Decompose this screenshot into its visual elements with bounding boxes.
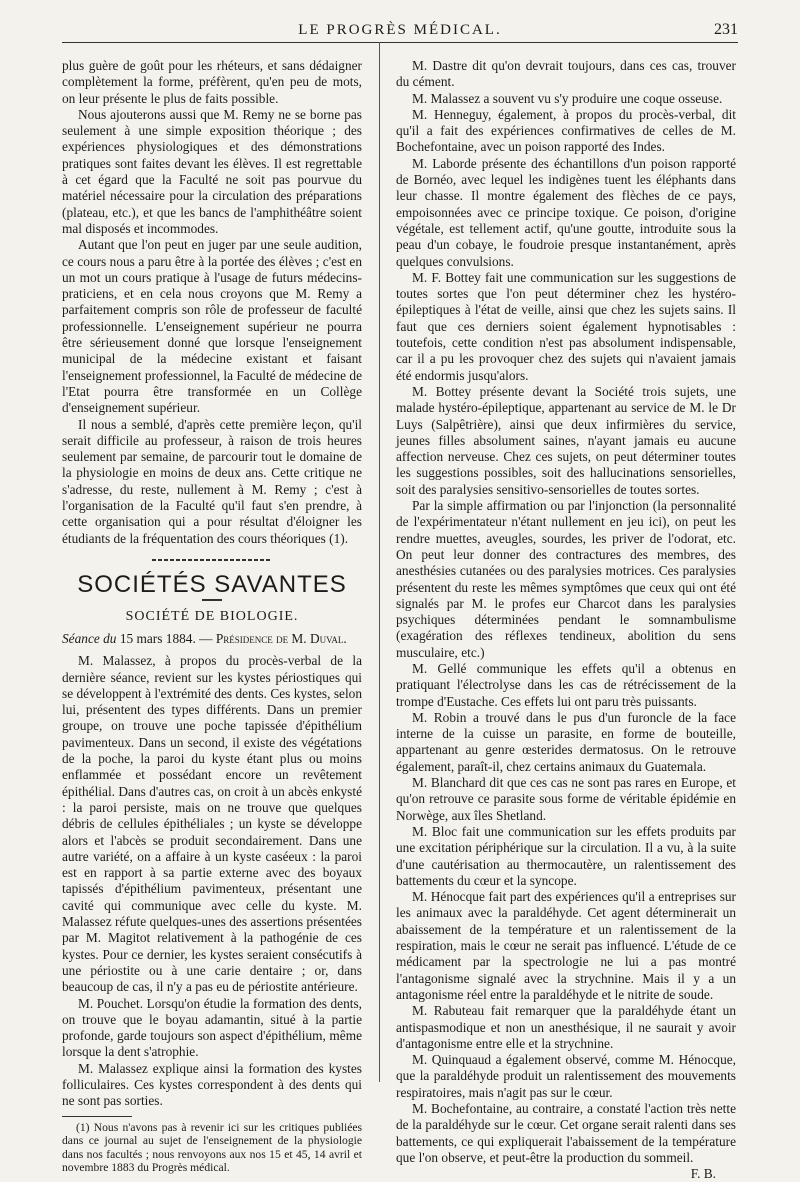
page-number: 231	[714, 21, 738, 38]
paragraph: Par la simple affirmation ou par l'injonction (la personnalité de l'expérimentateur n'étant nullement en jeu ici), on peut les rendre muettes, aveugles, sourdes, les priver de l'odorat, etc. On peut leur donner des contractures des membres, des anesthésies cutanées ou des paralysies motrices. Ces paralysies présentent du reste les mêmes symptômes que ceux qui ont été signalés par M. le profes eur Charcot dans les paralysies psychiques déterminées pendant le somnambulisme (exagération des réflexes tendineux, abolition du sens musculaire, etc.)	[396, 498, 736, 660]
paragraph: M. Pouchet. Lorsqu'on étudie la formation des dents, on trouve que le boyau adamantin, situé à la partie profonde, garde toujours son aspect d'épithélium, même lorsque la dent s'atrophie.	[62, 995, 362, 1060]
column-divider	[379, 42, 380, 1082]
paragraph: M. Henneguy, également, à propos du procès-verbal, dit qu'il a fait des expériences confirmatives de celles de M. Bochefontaine, avec un poison rapporté des Indes.	[396, 106, 736, 155]
paragraph: M. Dastre dit qu'on devrait toujours, dans ces cas, trouver du cément.	[396, 58, 736, 90]
paragraph: M. Bochefontaine, au contraire, a constaté l'action très nette de la paraldéhyde sur le cœur. Cet organe serait ralenti dans ses battements, ce qui expliquerait l'abaissement de la température que l'on observe, et peut-être la production du sommeil.	[396, 1101, 736, 1165]
session-year: 1884. —	[165, 631, 213, 646]
paragraph: M. Bloc fait une communication sur les effets produits par une excitation périphérique sur la circulation. Il a vu, à la suite d'une cautérisation au thermocautère, un ralentissement des battements du cœur et la syncope.	[396, 823, 736, 888]
section-ornament	[152, 557, 272, 563]
title-rule	[202, 599, 222, 601]
footnote-rule	[62, 1116, 132, 1117]
session-label: Séance du	[62, 631, 117, 646]
society-heading: SOCIÉTÉ DE BIOLOGIE.	[125, 608, 299, 624]
session-presidence: Présidence de M. Duval.	[215, 631, 347, 646]
running-title: LE PROGRÈS MÉDICAL.	[298, 22, 502, 38]
footnote: (1) Nous n'avons pas à revenir ici sur les critiques publiées dans ce journal au sujet de l'enseignement de la physiologie dans nos facultés ; nous renvoyons aux nos 15 et 45, 14 avril et novembre 1883 du Progrès médical.	[62, 1120, 362, 1175]
paragraph: M. Hénocque fait part des expériences qu'il a entreprises sur les animaux avec la paraldéhyde. Cet agent déterminerait un abaissement de la température et un ralentissement de la respiration, mais le cœur ne serait pas influencé. L'étude de ce médicament par la spectrologie ne lui a pas montré l'antagonisme signalé avec la strychnine. Mais il y a un antagonisme réel entre la paraldéhyde et le nitrite de soude.	[396, 889, 736, 1002]
paragraph: M. Blanchard dit que ces cas ne sont pas rares en Europe, et qu'on retrouve ce parasite sous forme de véritable épidémie en Norwège, aux îles Shetland.	[396, 775, 736, 823]
paragraph: M. Robin a trouvé dans le pus d'un furoncle de la face interne de la cuisse un parasite, en forme de bouteille, appartenant au genre œsterides dermatosus. On le retrouve également, paraît-il, chez certains animaux du Guatemala.	[396, 709, 736, 774]
paragraph: M. Malassez a souvent vu s'y produire une coque osseuse.	[412, 90, 723, 106]
section-title: SOCIÉTÉS SAVANTES	[77, 570, 347, 598]
right-column	[396, 58, 736, 1182]
paragraph: M. F. Bottey fait une communication sur les suggestions de toutes sortes que l'on peut déterminer chez les hystéro-épileptiques à l'état de veille, ainsi que chez les sujets sains. Il faut que ces derniers soient également hypnotisables : toutefois, cette condition n'est pas absolument indispensable, car il a pu les provoquer chez des sujets qui n'avaient jamais été endormis jusqu'alors.	[396, 269, 736, 383]
session-line	[62, 631, 362, 647]
paragraph: M. Rabuteau fait remarquer que la paraldéhyde étant un antispasmodique et non un anesthésique, il ne saurait y avoir d'antagonisme entre elle et la strychnine.	[396, 1003, 736, 1051]
paragraph: Autant que l'on peut en juger par une seule audition, ce cours nous a paru être à la portée des élèves ; c'est en un mot un cours pratique à l'usage de futurs médecins-praticiens, et en cela nous croyons que M. Remy a parfaitement compris son rôle de professeur de faculté professionnelle. L'enseignement supérieur ne pourra être sérieusement donné que lorsque l'enseignement municipal de la médecine existant et faisant l'enseignement professionnel, la Faculté de médecine de l'Etat pourra être transformée en un Collège d'enseignement supérieur.	[62, 237, 362, 416]
paragraph: M. Quinquaud a également observé, comme M. Hénocque, que la paraldéhyde produit un ralentissement des mouvements respiratoires, mais n'agit pas sur le cœur.	[396, 1052, 736, 1100]
session-date: 15 mars	[119, 631, 163, 646]
signature: F. B.	[690, 1166, 716, 1182]
page-header	[62, 20, 738, 43]
paragraph: Nous ajouterons aussi que M. Remy ne se borne pas seulement à une simple exposition théorique ; des expériences physiologiques et des démonstrations pratiques sont faites devant les élèves. Il est regrettable à cet égard que la Faculté ne soit pas pourvue du matériel nécessaire pour la circulation des préparations (plateau, etc.), et que les bancs de l'amphithéâtre soient mal disposés et incommodes.	[62, 106, 362, 236]
left-column	[62, 58, 362, 1175]
paragraph: M. Gellé communique les effets qu'il a obtenus en pratiquant l'électrolyse dans les cas de rétrécissement de la trompe d'Eustache. Ces effets lui ont paru très puissants.	[396, 660, 736, 709]
paragraph: M. Malassez explique ainsi la formation des kystes folliculaires. Ces kystes correspondent à des dents qui ne sont pas sorties.	[62, 1060, 362, 1109]
paragraph: M. Laborde présente des échantillons d'un poison rapporté de Bornéo, avec lequel les indigènes tuent les éléphants dans leur chasse. Il montre également des flèches de ce pays, empoisonnées avec ce principe toxique. Ce poison, d'origine végétale, est tellement actif, qu'une goutte, introduite sous la peau d'un cobaye, le foudroie presque instantanément, après quelques convulsions.	[396, 155, 736, 269]
paragraph: M. Bottey présente devant la Société trois sujets, une malade hystéro-épileptique, appartenant au service de M. le Dr Luys (Salpêtrière), ainsi que deux infirmières du service, jeunes filles absolument saines, n'ayant jamais eu aucune affection nerveuse. Chez ces sujets, on peut déterminer toutes les suggestions possibles, soit des hallucinations sensorielles, soit des paralysies sensitivo-sensorielles de toutes sortes.	[396, 383, 736, 497]
paragraph: M. Malassez, à propos du procès-verbal de la dernière séance, revient sur les kystes périostiques qui se développent à l'extrémité des dents. Ces kystes, selon lui, présentent des types différents. Dans un premier groupe, on trouve une poche tapissée d'épithélium pavimenteux. Dans un second, il existe des végétations de la poche, la paroi du kyste étant plus ou moins enflammée et possédant encore un revêtement épithélial. Dans d'autres cas, on croit à un abcès enkysté : la paroi persiste, mais on ne trouve que quelques débris de cellules épithéliales ; un kyste se développe alors et l'abcès se produit secondairement. Dans une autre variété, on a affaire à un kyste caséeux : la paroi est en rapport à sa partie externe avec des boyaux tapissés d'épithélium pavimenteux, présentant une cavité qui communique avec celle du kyste. M. Malassez réfute quelques-unes des assertions présentées par M. Magitot relativement à la pathogénie de ces kystes. Pour ce dernier, les kystes seraient consécutifs à une périostite ou à une carie dentaire ; or, dans beaucoup de cas, il n'y a pas eu de périostite antérieure.	[62, 653, 362, 995]
paragraph: plus guère de goût pour les rhéteurs, et sans dédaigner complètement la forme, préfèrent, qu'en peu de mots, on leur présente le plus de faits possible.	[62, 58, 362, 106]
paragraph: Il nous a semblé, d'après cette première leçon, qu'il serait difficile au professeur, à raison de trois heures seulement par semaine, de parcourir tout le domaine de la physiologie en moins de deux ans. Cette critique ne s'adresse, du reste, nullement à M. Remy ; c'est à l'organisation de la Faculté qu'il faut s'en prendre, à cette organisation qui a pour résultat d'éloigner les étudiants de la fréquentation des cours théoriques (1).	[62, 416, 362, 546]
